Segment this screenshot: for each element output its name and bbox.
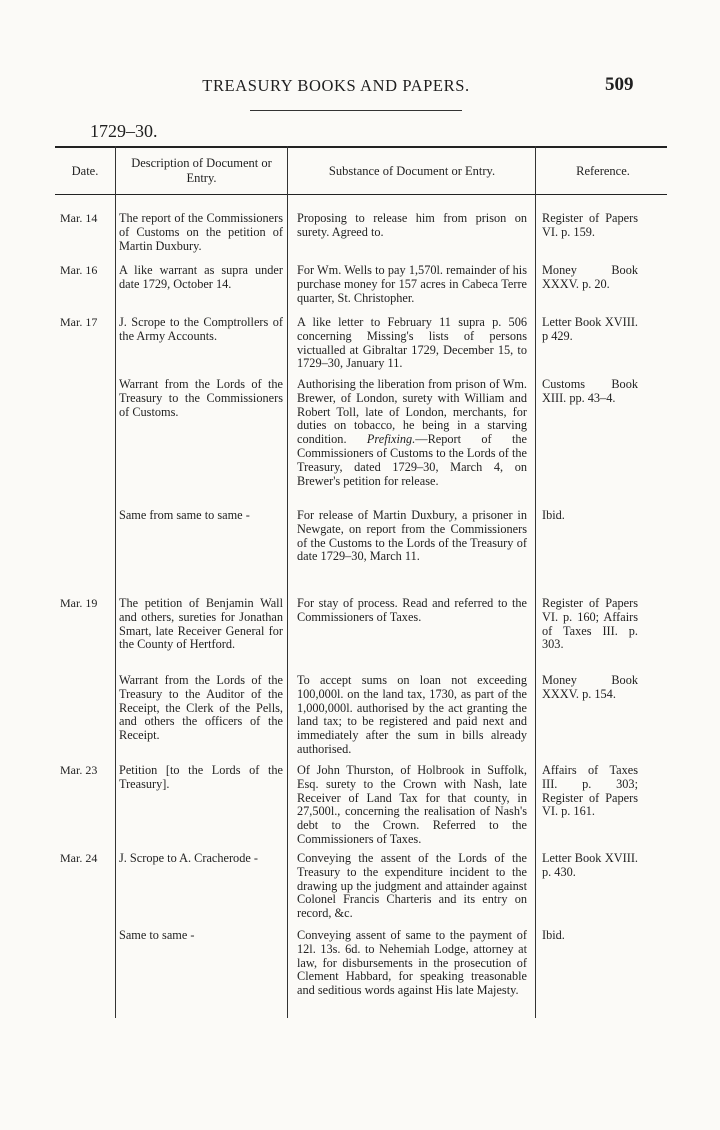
entry-reference: Ibid. <box>542 928 565 942</box>
entry-date: Mar. 17 <box>60 315 98 329</box>
entry-description: Same to same - <box>119 928 195 942</box>
entry-date: Mar. 14 <box>60 211 98 225</box>
entry-date: Mar. 19 <box>60 596 98 610</box>
column-divider <box>535 146 536 1018</box>
header-rule <box>250 110 462 111</box>
entry-date: Mar. 16 <box>60 263 98 277</box>
column-divider <box>287 146 288 1018</box>
entry-description: Petition [to the Lords of the Treasury]. <box>119 763 283 791</box>
entry-substance: For Wm. Wells to pay 1,570l. remainder of his purchase money for 157 acres in Cabeca Terre quarter, St. Christopher. <box>297 263 527 305</box>
entry-substance: For stay of process. Read and referred to the Commissioners of Taxes. <box>297 596 527 624</box>
entry-substance: For release of Martin Duxbury, a prisoner in Newgate, on report from the Commissioners of the Customs to the Lords of the Treasury of date 1729–30, March 11. <box>297 508 527 564</box>
table-header-rule <box>55 194 667 195</box>
entry-description: Warrant from the Lords of the Treasury to the Auditor of the Receipt, the Clerk of the Pells, and others the officers of the Receipt. <box>119 673 283 743</box>
entry-reference: Money Book XXXV. p. 20. <box>542 263 638 291</box>
entry-reference: Customs Book XIII. pp. 43–4. <box>542 377 638 405</box>
column-header-reference: Reference. <box>576 164 630 178</box>
entry-reference: Ibid. <box>542 508 565 522</box>
entry-substance: Conveying the assent of the Lords of the Treasury to the expenditure incident to the drawing up the judgment and attainder against Colonel Francis Charteris and its entry on record, &c. <box>297 851 527 921</box>
page-number: 509 <box>605 74 634 95</box>
substance-note-label: Prefixing. <box>366 432 416 447</box>
entry-substance: Proposing to release him from prison on surety. Agreed to. <box>297 211 527 239</box>
running-head <box>0 76 720 106</box>
entry-description: Warrant from the Lords of the Treasury to the Commissioners of Customs. <box>119 377 283 419</box>
entry-date: Mar. 24 <box>60 851 98 865</box>
column-header-description: Description of Document or Entry. <box>131 156 272 185</box>
entry-description: J. Scrope to A. Cracherode - <box>119 851 258 865</box>
table-top-rule <box>55 146 667 148</box>
entry-reference: Money Book XXXV. p. 154. <box>542 673 638 701</box>
column-divider <box>115 146 116 1018</box>
entry-substance <box>297 378 527 488</box>
entry-date: Mar. 23 <box>60 763 98 777</box>
entry-reference: Register of Papers VI. p. 159. <box>542 211 638 239</box>
column-header-substance: Substance of Document or Entry. <box>328 164 496 178</box>
entries-table <box>55 146 667 1018</box>
column-header-date: Date. <box>71 164 99 178</box>
entry-description: A like warrant as supra under date 1729, October 14. <box>119 263 283 291</box>
entry-substance: A like letter to February 11 supra p. 506 concerning Missing's lists of persons victualled at Gibraltar 1729, December 15, to 1729–30, January 11. <box>297 315 527 371</box>
entry-description: Same from same to same - <box>119 508 250 522</box>
entry-reference: Affairs of Taxes III. p. 303; Register of Papers VI. p. 161. <box>542 763 638 819</box>
entry-description: The petition of Benjamin Wall and others, sureties for Jonathan Smart, late Receiver General for the County of Hertford. <box>119 596 283 652</box>
running-title: TREASURY BOOKS AND PAPERS. <box>202 76 470 95</box>
substance-text: Authorising the liberation from prison of Wm. Brewer, of London, surety with William and Robert Toll, late of London, merchants, for duties on tobacco, he being in a starving condition. <box>297 377 527 447</box>
entry-description: J. Scrope to the Comptrollers of the Army Accounts. <box>119 315 283 343</box>
entry-reference: Register of Papers VI. p. 160; Affairs of Taxes III. p. 303. <box>542 596 638 652</box>
substance-note: —Report of the Commissioners of Customs to the Lords of the Treasury, dated 1729–30, March 4, on Brewer's petition for release. <box>297 432 528 488</box>
entry-description: The report of the Commissioners of Customs on the petition of Martin Duxbury. <box>119 211 283 253</box>
year-heading: 1729–30. <box>90 121 158 141</box>
entry-reference: Letter Book XVIII. p 429. <box>542 315 638 343</box>
entry-substance: Conveying assent of same to the payment of 12l. 13s. 6d. to Nehemiah Lodge, attorney at law, for disbursements in the prosecution of Clement Habbard, for speaking treasonable and seditious words against His late Majesty. <box>297 928 527 998</box>
entry-substance: To accept sums on loan not exceeding 100,000l. on the land tax, 1730, as part of the 1,000,000l. authorised by the act granting the land tax; to be registered and paid next and immediately after the sum in bills already authorised. <box>297 673 527 756</box>
entry-substance: Of John Thurston, of Holbrook in Suffolk, Esq. surety to the Crown with Nash, late Receiver of Land Tax for that county, in 27,500l., concerning the realisation of Nash's debt to the Crown. Referred to the Commissioners of Taxes. <box>297 763 527 846</box>
entry-reference: Letter Book XVIII. p. 430. <box>542 851 638 879</box>
